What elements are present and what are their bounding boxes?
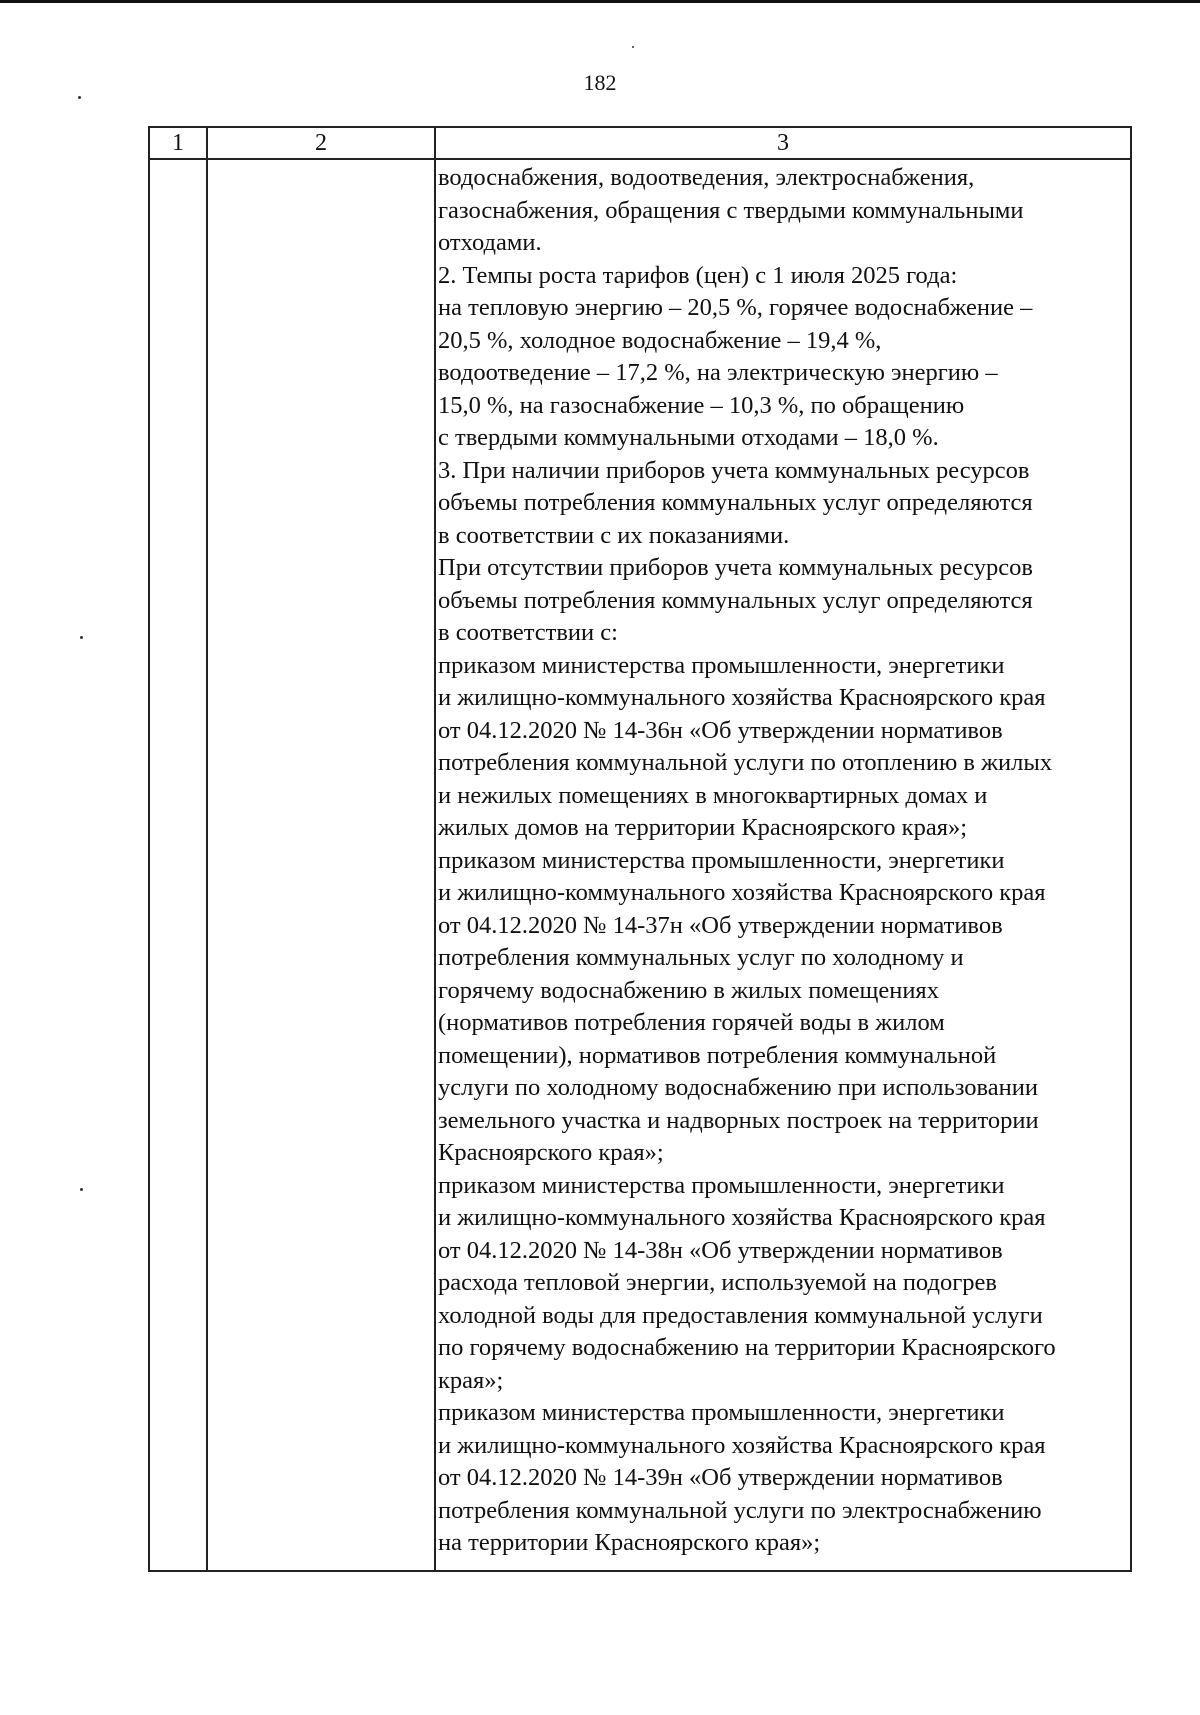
text-line: 2. Темпы роста тарифов (цен) с 1 июля 2025 года: [438, 261, 958, 289]
text-line: услуги по холодному водоснабжению при использовании [438, 1074, 1038, 1101]
text-line: водоотведение – 17,2 %, на электрическую энергию – [438, 359, 998, 386]
text-line: от 04.12.2020 № 14-39н «Об утверждении нормативов [438, 1464, 1003, 1491]
text-line: на тепловую энергию – 20,5 %, горячее водоснабжение – [438, 294, 1033, 321]
scan-speck [80, 636, 83, 639]
text-line: 3. При наличии приборов учета коммунальных ресурсов [438, 456, 1030, 484]
column-divider [206, 128, 208, 1570]
text-line: жилых домов на территории Красноярского края»; [438, 814, 968, 841]
text-line: края»; [438, 1366, 504, 1394]
text-line: газоснабжения, обращения с твердыми коммунальными [438, 196, 1024, 224]
text-line: с твердыми коммунальными отходами – 18,0 %. [438, 424, 939, 451]
text-line: горячему водоснабжению в жилых помещениях [438, 976, 939, 1004]
scan-speck [632, 46, 634, 48]
text-line: 15,0 %, на газоснабжение – 10,3 %, по обращению [438, 391, 965, 419]
text-line: и нежилых помещениях в многоквартирных домах и [438, 781, 988, 809]
text-line: (нормативов потребления горячей воды в жилом [438, 1009, 945, 1036]
page-number: 182 [583, 70, 617, 95]
text-line: потребления коммунальной услуги по отоплению в жилых [438, 749, 1053, 776]
text-line: отходами. [438, 229, 542, 256]
header-cell-3: 3 [777, 130, 789, 156]
header-cell-2: 2 [315, 130, 327, 156]
text-line: 20,5 %, холодное водоснабжение – 19,4 %, [438, 326, 882, 354]
text-line: потребления коммунальных услуг по холодному и [438, 944, 964, 971]
document-table [148, 126, 1132, 1572]
text-line: по горячему водоснабжению на территории Красноярского [438, 1334, 1056, 1361]
text-line: от 04.12.2020 № 14-38н «Об утверждении нормативов [438, 1236, 1003, 1264]
text-line: в соответствии с: [438, 619, 618, 646]
text-line: и жилищно-коммунального хозяйства Красноярского края [438, 684, 1046, 711]
column-divider [434, 128, 436, 1570]
text-line: Красноярского края»; [438, 1139, 664, 1166]
text-line: объемы потребления коммунальных услуг определяются [438, 489, 1033, 516]
text-line: приказом министерства промышленности, энергетики [438, 651, 1005, 679]
scan-speck [78, 96, 81, 99]
text-line: холодной воды для предоставления коммунальной услуги [438, 1301, 1043, 1329]
text-line: приказом министерства промышленности, энергетики [438, 846, 1005, 874]
text-line: приказом министерства промышленности, энергетики [438, 1171, 1005, 1199]
text-line: При отсутствии приборов учета коммунальных ресурсов [438, 554, 1033, 581]
text-line: расхода тепловой энергии, используемой на подогрев [438, 1269, 997, 1296]
text-line: объемы потребления коммунальных услуг определяются [438, 586, 1033, 614]
text-line: от 04.12.2020 № 14-36н «Об утверждении нормативов [438, 716, 1003, 744]
table-header-row [150, 128, 1130, 160]
text-line: приказом министерства промышленности, энергетики [438, 1399, 1005, 1426]
text-line: в соответствии с их показаниями. [438, 521, 790, 549]
scan-top-edge [0, 0, 1200, 3]
text-line: и жилищно-коммунального хозяйства Красноярского края [438, 879, 1046, 906]
text-line: водоснабжения, водоотведения, электроснабжения, [438, 164, 975, 191]
text-line: земельного участка и надворных построек на территории [438, 1106, 1039, 1134]
text-line: потребления коммунальной услуги по электроснабжению [438, 1496, 1042, 1524]
text-line: и жилищно-коммунального хозяйства Красноярского края [438, 1431, 1046, 1459]
text-line: помещении), нормативов потребления коммунальной [438, 1041, 997, 1069]
header-cell-1: 1 [172, 130, 184, 156]
text-line: и жилищно-коммунального хозяйства Красноярского края [438, 1204, 1046, 1231]
text-line: на территории Красноярского края»; [438, 1529, 821, 1556]
text-line: от 04.12.2020 № 14-37н «Об утверждении нормативов [438, 911, 1003, 939]
column-3-text [438, 162, 1128, 1560]
scan-speck [80, 1188, 83, 1191]
